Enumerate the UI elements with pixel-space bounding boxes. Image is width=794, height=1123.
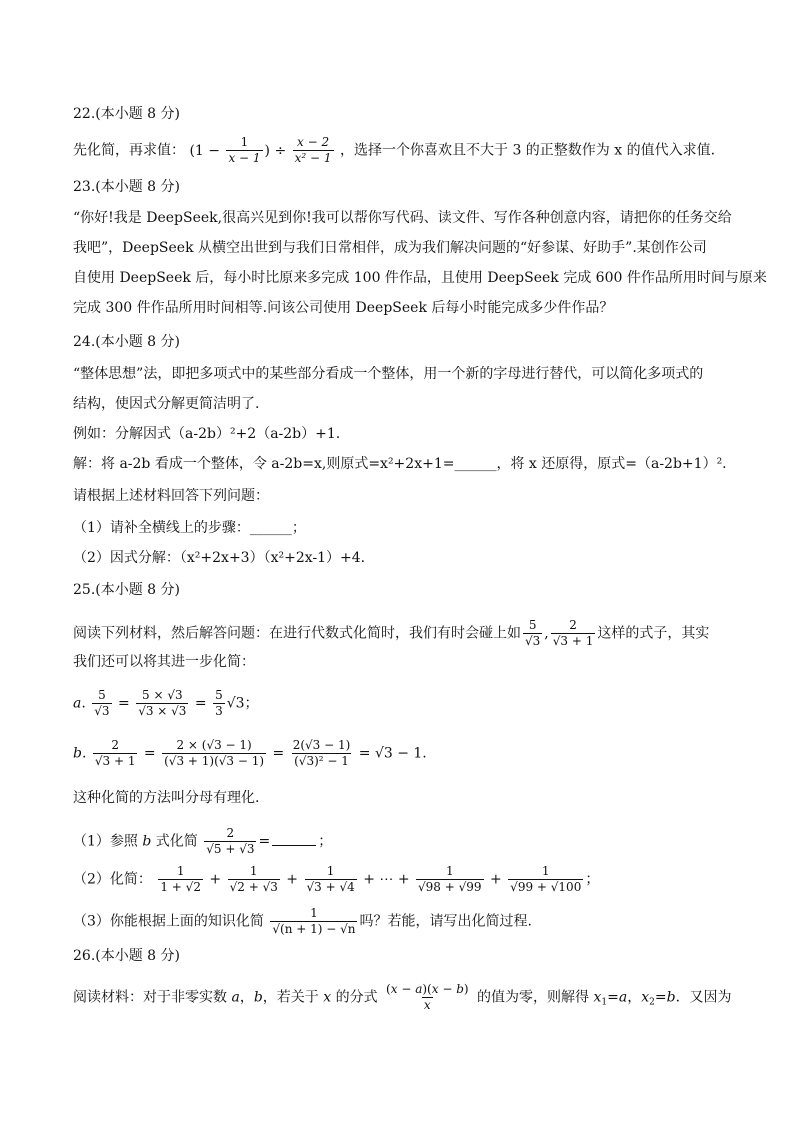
q24-heading: 24.(本小题 8 分) (73, 334, 180, 350)
q22-expression: (1 − $\frac{1}{x - 1}$ ) ÷ $\frac{x - 2}{\text{x² − 1}}$ (189, 135, 332, 165)
q25-part3: （3）你能根据上面的知识化简 $\frac{1}{√(n + 1) - √n}$ 吗？若能，请写出化简过程. (73, 906, 532, 936)
q26-heading: 26.(本小题 8 分) (73, 948, 180, 964)
q25-example-a: a. $\frac{5}{√3}$ = $\frac{5 \times √3}{√3 \times √3}$ = $\frac{5}{3}$ √3； (73, 688, 259, 718)
q22-heading: 22.(本小题 8 分) (73, 106, 180, 122)
q24-line: 请根据上述材料回答下列问题： (73, 488, 269, 504)
q24-line: 结构，使因式分解更简洁明了. (73, 396, 260, 412)
q23-heading: 23.(本小题 8 分) (73, 179, 180, 195)
q24-part1: （1）请补全横线上的步骤：______； (73, 520, 306, 536)
q24-line: “整体思想”法，即把多项式中的某些部分看成一个整体，用一个新的字母进行替代，可以简化多项式的 (73, 366, 704, 382)
q25-intro: 阅读下列材料，然后解答问题：在进行代数式化简时，我们有时会碰上如 $\frac{5}{√3}$ , $\frac{2}{√3 + 1}$ 这样的式子，其实 (73, 618, 710, 648)
q24-part2: （2）因式分解：（x²+2x+3）（x²+2x-1）+4. (73, 550, 366, 566)
q24-solution: 解：将 a-2b 看成一个整体，令 a-2b=x,则原式=x²+2x+1=______，将 x 还原得，原式=（a-2b+1）². (73, 456, 727, 472)
q26-text: 阅读材料：对于非零实数 a，b，若关于 x 的分式 $\frac{(x - a)(x - b)}{x}$ 的值为零，则解得 $x_1=a$，$x_2=b$．又因为 (73, 982, 732, 1012)
q22-text-b: ，选择一个你喜欢且不大于 3 的正整数作为 x 的值代入求值. (340, 142, 716, 159)
q25-intro-line2: 我们还可以将其进一步化简： (73, 654, 255, 670)
q25-method: 这种化简的方法叫分母有理化. (73, 790, 260, 806)
q25-intro-b: 这样的式子，其实 (597, 625, 710, 642)
q25-part2: （2）化简： $\frac{1}{1 + √2}$ + $\frac{1}{√2 + √3}$ + $\frac{1}{√3 + √4}$ + ⋯ + $\frac{1}{√98 + √99}$ + $\frac{1}{√99 + √100}$ ； (73, 864, 600, 894)
q22-text-a: 先化简，再求值： (73, 142, 185, 159)
q25-part1: （1）参照 b 式化简 $\frac{2}{√5 + √3}$ = ； (73, 826, 333, 856)
q23-line: 自使用 DeepSeek 后，每小时比原来多完成 100 件作品，且使用 DeepSeek 完成 600 件作品所用时间与原来 (73, 270, 767, 286)
q25-intro-a: 阅读下列材料，然后解答问题：在进行代数式化简时，我们有时会碰上如 (73, 625, 521, 642)
q23-line: “你好!我是 DeepSeek,很高兴见到你!我可以帮你写代码、读文件、写作各种创意内容，请把你的任务交给 (73, 210, 732, 226)
q25-heading: 25.(本小题 8 分) (73, 582, 180, 598)
q24-example: 例如：分解因式（a-2b）²+2（a-2b）+1. (73, 426, 341, 442)
q23-line: 我吧”，DeepSeek 从横空出世到与我们日常相伴，成为我们解决问题的“好参谋、好助手”.某创作公司 (73, 240, 707, 256)
q23-line: 完成 300 件作品所用时间相等.问该公司使用 DeepSeek 后每小时能完成多少件作品？ (73, 300, 614, 316)
answer-blank[interactable] (272, 833, 316, 846)
q22-body (73, 135, 715, 166)
q25-example-b: b. $\frac{2}{√3 + 1}$ = $\frac{2 \times (√3 - 1)}{(√3 + 1)(√3 - 1)}$ = $\frac{2(√3 - 1)}{\text{(√3)² − 1}}$ = √3 − 1. (73, 738, 427, 768)
